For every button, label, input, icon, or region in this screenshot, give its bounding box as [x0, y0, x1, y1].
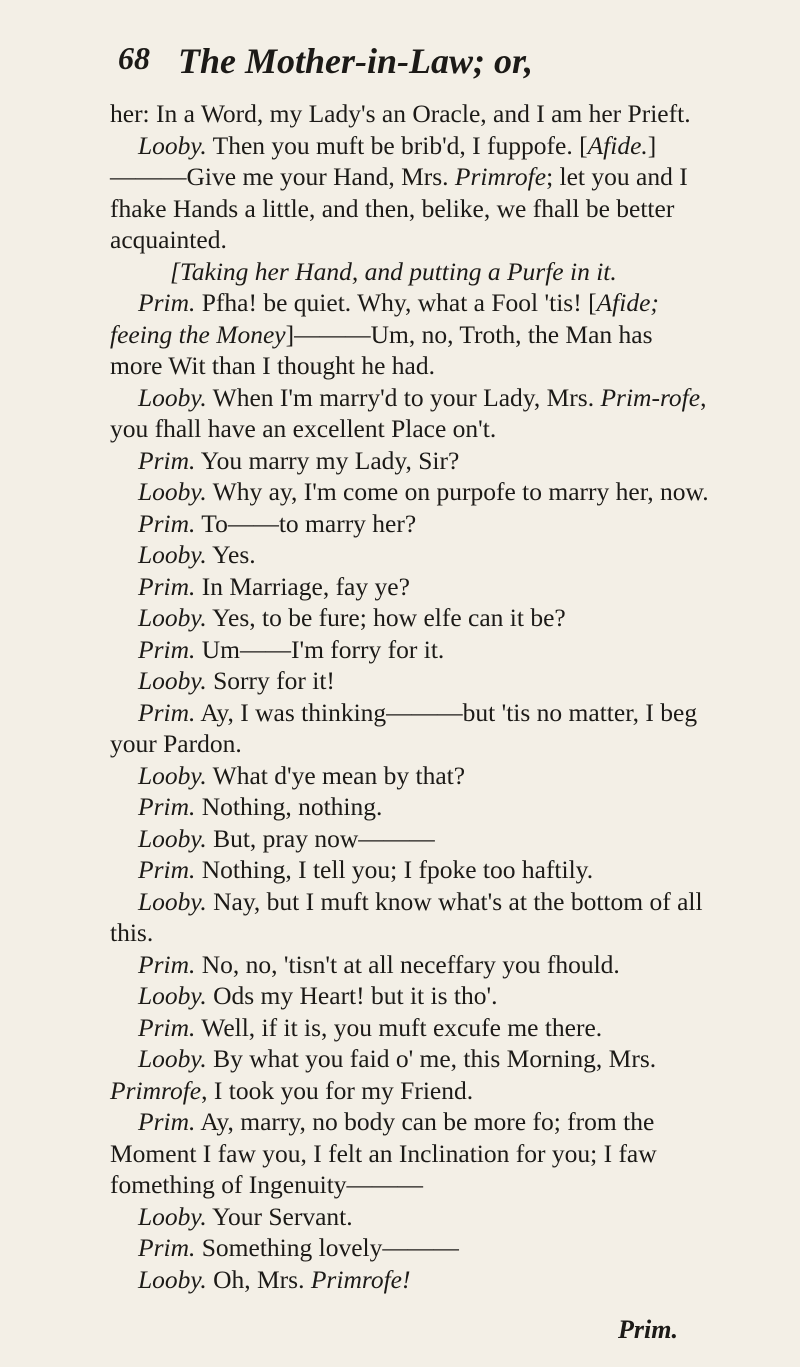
line-text: Your Servant.: [206, 1201, 353, 1231]
speaker: Looby.: [138, 540, 207, 569]
line-text: No, no, 'tisn't at all neceffary you fhould.: [195, 949, 620, 979]
line-text: Sorry for it!: [206, 666, 335, 695]
line-text: Ods my Heart! but it is tho'.: [206, 981, 498, 1010]
speaker: Looby.: [138, 823, 207, 853]
line-text: But, pray now———: [206, 823, 435, 853]
text-line: [110, 98, 710, 130]
speaker: Prim.: [138, 1107, 196, 1136]
line-text: To——to marry her?: [195, 508, 417, 538]
play-text: [110, 98, 710, 1295]
line-text: Nothing, nothing.: [195, 792, 383, 821]
speech: [110, 1012, 710, 1044]
speech: [110, 508, 710, 540]
line-text: her: In a Word, my Lady's an Oracle, and I am her Prieft.: [110, 99, 691, 128]
speech: [110, 634, 710, 666]
speech: [110, 445, 710, 477]
speech: [110, 287, 710, 382]
speech: [110, 1043, 710, 1106]
line-text: ; let you and I fhake Hands a little, and then, belike, we fhall be better acquainted.: [110, 162, 688, 254]
line-text: Yes.: [206, 540, 256, 569]
speech: [110, 665, 710, 697]
speaker: Prim.: [138, 1012, 196, 1042]
line-text: Nay, but I muft know what's at the bottom of all this.: [110, 886, 703, 947]
aside: Afide.: [587, 130, 648, 160]
speaker: Prim.: [138, 634, 196, 664]
line-text: In Marriage, fay ye?: [195, 571, 410, 601]
speech: [110, 1106, 710, 1201]
aside: Afide; feeing the Money: [110, 288, 659, 349]
speaker: Looby.: [138, 886, 207, 916]
speaker: Prim.: [138, 949, 196, 979]
speech: [110, 539, 710, 571]
name: Prim-rofe: [600, 382, 701, 412]
line-text: , I took you for my Friend.: [201, 1075, 474, 1105]
line-text: Yes, to be fure; how elfe can it be?: [206, 603, 566, 632]
speaker: Prim.: [138, 445, 196, 475]
speech: [110, 571, 710, 603]
line-text: Oh, Mrs.: [206, 1264, 311, 1294]
speech: [110, 886, 710, 949]
speaker: Prim.: [138, 508, 196, 538]
line-text: Um——I'm forry for it.: [195, 634, 445, 664]
line-text: Well, if it is, you muft excufe me there.: [195, 1012, 603, 1042]
speech: [110, 980, 710, 1012]
catchword: Prim.: [618, 1315, 678, 1344]
speaker: Prim.: [138, 571, 196, 601]
line-text: Ay, I was thinking———but 'tis no matter, I beg your Pardon.: [110, 697, 698, 758]
speaker: Looby.: [138, 477, 207, 506]
speech: [110, 130, 710, 256]
speech: [110, 697, 710, 760]
speaker: Looby.: [138, 1201, 207, 1231]
running-header: [118, 40, 688, 90]
speech: [110, 1264, 710, 1296]
speaker: Looby.: [138, 760, 207, 790]
name: Primrofe: [110, 1075, 202, 1105]
line-text: You marry my Lady, Sir?: [195, 445, 460, 475]
line-text: Ay, marry, no body can be more fo; from the Moment I faw you, I felt an Inclination for you; I faw fomething of Ingenuity———: [110, 1107, 657, 1199]
speaker: Prim.: [138, 792, 196, 821]
line-text: ] ———Give me your Hand, Mrs.: [110, 130, 657, 191]
name: Primrofe: [454, 162, 547, 191]
speech: [110, 382, 710, 445]
speaker: Looby.: [138, 666, 207, 695]
line-text: Nothing, I tell you; I fpoke too haftily.: [195, 855, 594, 884]
speaker: Looby.: [138, 603, 207, 632]
running-title: The Mother-in-Law; or,: [178, 41, 534, 81]
speaker: Looby.: [138, 1044, 207, 1073]
speech: [110, 854, 710, 886]
line-text: Pfha! be quiet. Why, what a Fool 'tis! [: [195, 288, 597, 317]
speech: [110, 1201, 710, 1233]
line-text: By what you faid o' me, this Morning, Mrs.: [206, 1044, 657, 1073]
speech: [110, 1232, 710, 1264]
speech: [110, 760, 710, 792]
speaker: Looby.: [138, 1264, 207, 1294]
line-text: What d'ye mean by that?: [206, 760, 466, 790]
line-text: , you fhall have an excellent Place on't.: [110, 382, 707, 443]
line-text: When I'm marry'd to your Lady, Mrs.: [206, 382, 601, 412]
speaker: Prim.: [138, 855, 196, 884]
line-text: Why ay, I'm come on purpofe to marry her, now.: [206, 477, 709, 506]
speaker: Prim.: [138, 1233, 196, 1262]
speaker: Looby.: [138, 130, 207, 160]
speech: [110, 823, 710, 855]
line-text: Something lovely———: [195, 1233, 459, 1262]
stage-direction: [Taking her Hand, and putting a Purfe in it.: [170, 256, 617, 286]
name: Primrofe!: [310, 1264, 411, 1294]
speech: [110, 476, 710, 508]
speaker: Looby.: [138, 382, 207, 412]
line-text: ]———Um, no, Troth, the Man has more Wit than I thought he had.: [110, 319, 653, 380]
speech: [110, 791, 710, 823]
speaker: Prim.: [138, 288, 196, 317]
speaker: Prim.: [138, 697, 196, 727]
speech: [110, 602, 710, 634]
page-number: 68: [118, 40, 150, 76]
line-text: Then you muft be brib'd, I fuppofe. [: [206, 130, 588, 160]
speaker: Looby.: [138, 981, 207, 1010]
speech: [110, 949, 710, 981]
